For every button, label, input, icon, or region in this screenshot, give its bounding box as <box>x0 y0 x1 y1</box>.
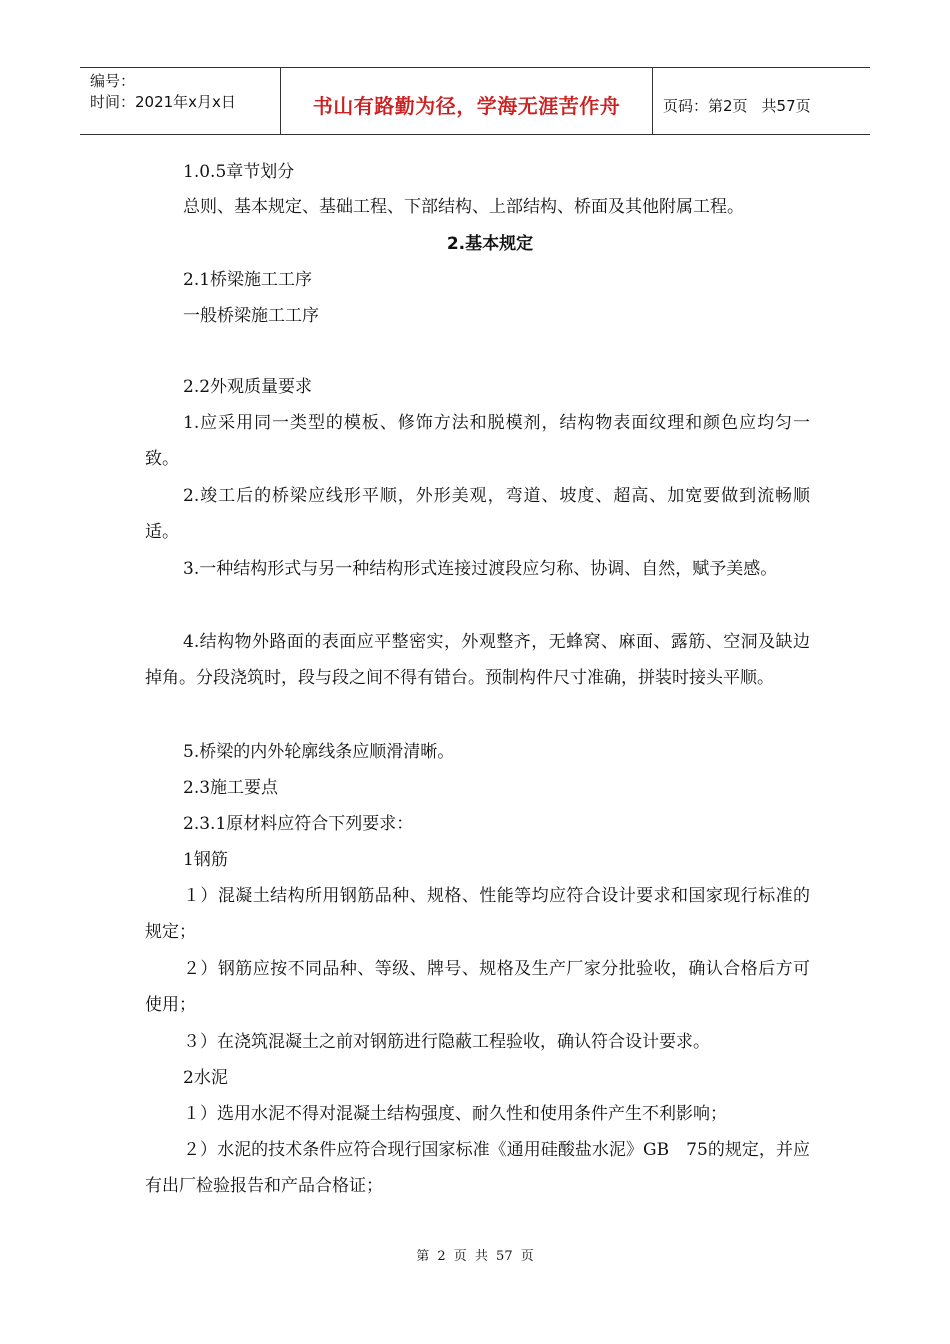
list-item: ２）水泥的技术条件应符合现行国家标准《通用硅酸盐水泥》GB 75的规定，并应有出厂检验报告和产品合格证； <box>145 1140 810 1196</box>
document-header <box>80 67 870 135</box>
page-footer: 第 2 页 共 57 页 <box>416 1249 534 1264</box>
header-motto-cell <box>281 68 653 134</box>
header-meta <box>80 68 281 134</box>
document-date: 时间：2021年x月x日 <box>90 93 236 111</box>
motto: 书山有路勤为径，学海无涯苦作舟 <box>312 93 621 118</box>
item-heading: 1钢筋 <box>183 850 228 870</box>
item-heading: 2水泥 <box>183 1068 228 1088</box>
list-item: ２）钢筋应按不同品种、等级、牌号、规格及生产厂家分批验收，确认合格后方可使用； <box>145 959 810 1015</box>
paragraph: 5.桥梁的内外轮廓线条应顺滑清晰。 <box>183 742 455 762</box>
subsection-heading: 2.3.1原材料应符合下列要求： <box>183 814 414 834</box>
paragraph: 1.应采用同一类型的模板、修饰方法和脱模剂，结构物表面纹理和颜色应均匀一致。 <box>145 413 810 469</box>
list-item: ３）在浇筑混凝土之前对钢筋进行隐蔽工程验收，确认符合设计要求。 <box>183 1032 710 1052</box>
paragraph: 总则、基本规定、基础工程、下部结构、上部结构、桥面及其他附属工程。 <box>183 197 744 217</box>
page-number: 页码：第2页 <box>663 96 748 115</box>
paragraph: 2.竣工后的桥梁应线形平顺，外形美观，弯道、坡度、超高、加宽要做到流畅顺适。 <box>145 486 810 542</box>
section-heading: 1.0.5章节划分 <box>183 162 295 182</box>
paragraph: 4.结构物外路面的表面应平整密实，外观整齐，无蜂窝、麻面、露筋、空洞及缺边掉角。分段浇筑时，段与段之间不得有错台。预制构件尺寸准确，拼装时接头平顺。 <box>145 632 810 688</box>
list-item: １）混凝土结构所用钢筋品种、规格、性能等均应符合设计要求和国家现行标准的规定； <box>145 886 810 942</box>
chapter-title: 2.基本规定 <box>446 234 534 254</box>
header-page-info <box>653 72 870 138</box>
section-heading: 2.2外观质量要求 <box>183 377 313 397</box>
paragraph: 一般桥梁施工工序 <box>183 306 319 326</box>
list-item: １）选用水泥不得对混凝土结构强度、耐久性和使用条件产生不利影响； <box>183 1104 727 1124</box>
document-number: 编号： <box>90 72 136 90</box>
page-total: 共57页 <box>761 96 811 115</box>
section-heading: 2.3施工要点 <box>183 778 279 798</box>
section-heading: 2.1桥梁施工工序 <box>183 270 313 290</box>
paragraph: 3.一种结构形式与另一种结构形式连接过渡段应匀称、协调、自然，赋予美感。 <box>183 559 778 579</box>
